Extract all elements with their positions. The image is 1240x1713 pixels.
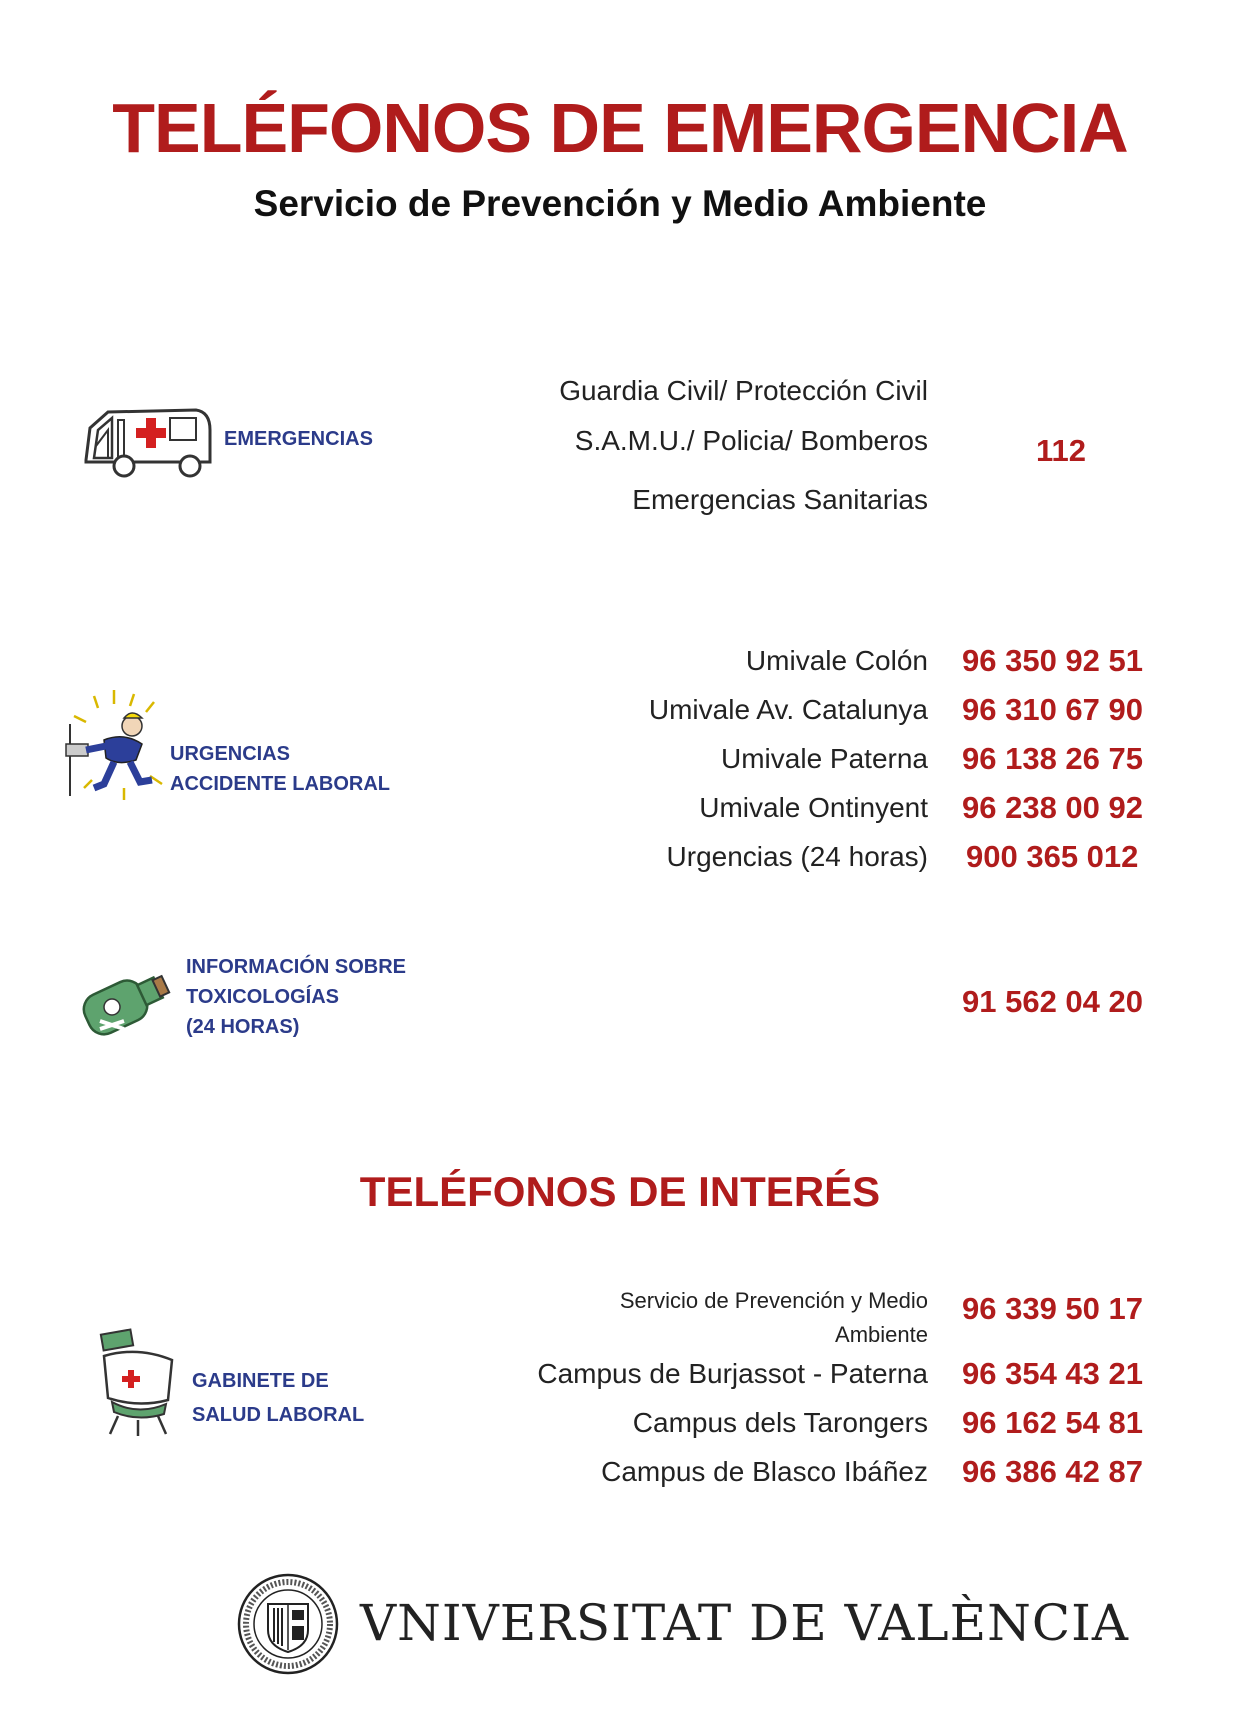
urgencias-label-line: ACCIDENTE LABORAL [170, 773, 390, 795]
toxicologia-phone[interactable]: 91 562 04 20 [962, 984, 1144, 1019]
interes-row-name: Campus de Blasco Ibáñez [601, 1456, 928, 1487]
urgencias-row-name: Umivale Ontinyent [699, 792, 928, 823]
interes-row-phone[interactable]: 96 162 54 81 [962, 1405, 1144, 1440]
interes-label [192, 1364, 364, 1432]
university-seal-icon [236, 1572, 340, 1681]
urgencias-row-phone[interactable]: 96 138 26 75 [962, 741, 1144, 776]
ambulance-icon [78, 400, 213, 487]
interes-row-phone[interactable]: 96 354 43 21 [962, 1356, 1144, 1391]
page-subtitle: Servicio de Prevención y Medio Ambiente [253, 183, 987, 224]
injured-worker-icon [64, 688, 174, 811]
urgencias-row-name: Umivale Av. Catalunya [648, 694, 928, 725]
poison-bottle-icon [72, 955, 172, 1050]
urgencias-label [170, 739, 390, 799]
interes-title: TELÉFONOS DE INTERÉS [359, 1168, 881, 1215]
urgencias-label-line: URGENCIAS [170, 743, 291, 765]
emergencias-service: S.A.M.U./ Policia/ Bomberos [574, 425, 928, 456]
urgencias-row-phone[interactable]: 96 238 00 92 [962, 790, 1144, 825]
urgencias-row-phone[interactable]: 900 365 012 [966, 839, 1139, 874]
interes-row-phone[interactable]: 96 339 50 17 [962, 1291, 1144, 1326]
interes-row-name-line: Ambiente [835, 1322, 928, 1347]
interes-row-phone[interactable]: 96 386 42 87 [962, 1454, 1144, 1489]
toxicologia-label-line: INFORMACIÓN SOBRE [186, 956, 406, 978]
interes-label-line: GABINETE DE [192, 1370, 329, 1392]
emergencias-service: Guardia Civil/ Protección Civil [559, 375, 928, 406]
interes-row-name-line: Servicio de Prevención y Medio [619, 1288, 928, 1313]
urgencias-row-phone[interactable]: 96 350 92 51 [962, 643, 1144, 678]
interes-row-name: Campus de Burjassot - Paterna [537, 1358, 928, 1389]
university-name: VNIVERSITAT DE VALÈNCIA [360, 1594, 1129, 1652]
toxicologia-label-line: (24 HORAS) [186, 1016, 300, 1038]
emergencias-service: Emergencias Sanitarias [632, 484, 928, 515]
urgencias-row-name: Umivale Paterna [721, 743, 928, 774]
urgencias-row-name: Umivale Colón [745, 645, 928, 676]
urgencias-row-phone[interactable]: 96 310 67 90 [962, 692, 1144, 727]
emergencias-phone[interactable]: 112 [1036, 433, 1087, 468]
interes-row-name: Campus dels Tarongers [632, 1407, 928, 1438]
first-aid-kit-icon [98, 1326, 178, 1443]
toxicologia-label-line: TOXICOLOGÍAS [186, 986, 339, 1008]
interes-label-line: SALUD LABORAL [192, 1404, 365, 1426]
page-title: TELÉFONOS DE EMERGENCIA [112, 89, 1128, 167]
urgencias-row-name: Urgencias (24 horas) [666, 841, 928, 872]
emergencias-label: EMERGENCIAS [224, 428, 373, 450]
toxicologia-label [186, 952, 406, 1042]
